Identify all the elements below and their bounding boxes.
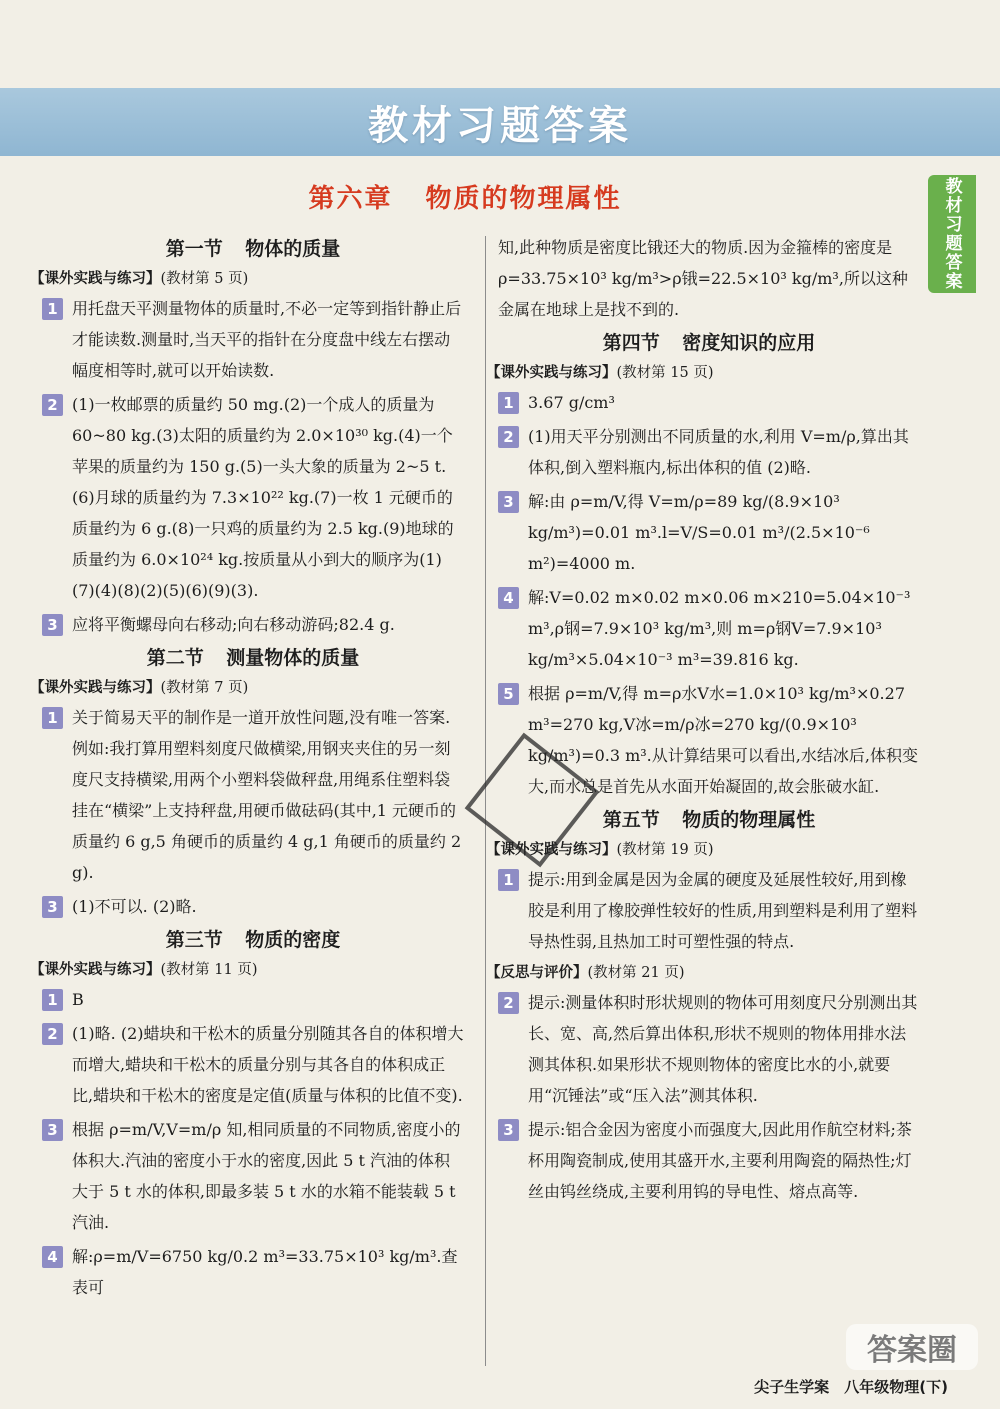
answer-text: 提示:用到金属是因为金属的硬度及延展性较好,用到橡胶是利用了橡胶弹性较好的性质,用到塑料是利用了塑料导热性弱,且热加工时可塑性强的特点. — [528, 870, 918, 951]
answer-item — [498, 1114, 920, 1207]
exercise-tag-title: 【课外实践与练习】 — [486, 842, 617, 858]
question-number-badge: 1 — [42, 707, 63, 729]
answer-item — [42, 984, 464, 1015]
question-number-badge: 4 — [498, 587, 519, 609]
answer-item — [498, 864, 920, 957]
question-number-badge: 2 — [42, 394, 63, 416]
exercise-tag — [30, 266, 464, 292]
watermark-text: 答案圈 — [867, 1333, 957, 1368]
textbook-page-ref: (教材第 11 页) — [160, 962, 258, 978]
answer-text: 根据 ρ=m/V,得 m=ρ水V水=1.0×10³ kg/m³×0.27 m³=270 kg,V冰=m/ρ冰=270 kg/(0.9×10³ kg/m³)=0.3 m³.从计算结果可以看出,水结冰后,体积变大,而水总是首先从水面开始凝固的,故会胀破水缸. — [528, 684, 918, 796]
exercise-tag — [30, 675, 464, 701]
question-number-badge: 1 — [498, 869, 519, 891]
answer-item — [42, 702, 464, 888]
question-number-badge: 3 — [498, 491, 519, 513]
question-number-badge: 3 — [498, 1119, 519, 1141]
question-number-badge: 2 — [498, 992, 519, 1014]
left-column — [30, 232, 464, 1306]
answer-text: 根据 ρ=m/V,V=m/ρ 知,相同质量的不同物质,密度小的体积大.汽油的密度小于水的密度,因此 5 t 汽油的体积大于 5 t 水的体积,即最多装 5 t 水的水箱不能装载 5 t 汽油. — [72, 1120, 461, 1232]
answer-item — [42, 293, 464, 386]
answer-continuation: 知,此种物质是密度比锇还大的物质.因为金箍棒的密度是 ρ=33.75×10³ kg/m³>ρ锇=22.5×10³ kg/m³,所以这种金属在地球上是找不到的. — [498, 238, 908, 319]
textbook-page-ref: (教材第 5 页) — [160, 271, 249, 287]
answer-item — [42, 1114, 464, 1238]
question-number-badge: 2 — [498, 426, 519, 448]
textbook-page-ref: (教材第 21 页) — [587, 965, 685, 981]
answer-text: 应将平衡螺母向右移动;向右移动游码;82.4 g. — [72, 615, 395, 634]
answer-item — [498, 421, 920, 483]
watermark-logo — [846, 1324, 978, 1370]
exercise-tag-title: 【课外实践与练习】 — [30, 962, 161, 978]
answer-item — [498, 486, 920, 579]
textbook-page-ref: (教材第 19 页) — [616, 842, 714, 858]
answer-item — [42, 609, 464, 640]
question-number-badge: 5 — [498, 683, 519, 705]
question-number-badge: 1 — [42, 298, 63, 320]
answer-item — [498, 582, 920, 675]
question-number-badge: 1 — [42, 989, 63, 1011]
answer-item — [498, 387, 920, 418]
banner-title: 教材习题答案 — [368, 102, 632, 149]
answer-text: 关于简易天平的制作是一道开放性问题,没有唯一答案.例如:我打算用塑料刻度尺做横梁,用钢夹夹住的另一刻度尺支持横梁,用两个小塑料袋做秤盘,用绳系住塑料袋挂在“横梁”上支持秤盘,用硬币做砝码(其中,1 元硬币的质量约 6 g,5 角硬币的质量约 4 g,1 角硬币的质量约 2 g). — [72, 708, 462, 882]
answer-text: 解:ρ=m/V=6750 kg/0.2 m³=33.75×10³ kg/m³.查表可 — [72, 1247, 458, 1297]
answer-text: (1)一枚邮票的质量约 50 mg.(2)一个成人的质量为 60~80 kg.(3)太阳的质量约为 2.0×10³⁰ kg.(4)一个苹果的质量约为 150 g.(5)一头大象的质量为 2~5 t.(6)月球的质量约为 7.3×10²² kg.(7)一枚 1 元硬币的质量约为 6 g.(8)一只鸡的质量约为 2.5 kg.(9)地球的质量约为 6.0×10²⁴ kg.按质量从小到大的顺序为(1)(7)(4)(8)(2)(5)(6)(9)(3). — [72, 395, 454, 600]
question-number-badge: 3 — [42, 614, 63, 636]
right-column — [486, 232, 920, 1210]
answer-text: 3.67 g/cm³ — [528, 393, 615, 412]
exercise-tag — [30, 957, 464, 983]
answer-text: 解:V=0.02 m×0.02 m×0.06 m×210=5.04×10⁻³ m³,ρ钢=7.9×10³ kg/m³,则 m=ρ钢V=7.9×10³ kg/m³×5.04×10⁻³ m³=39.816 kg. — [528, 588, 911, 669]
chapter-title: 第六章 物质的物理属性 — [308, 184, 622, 214]
answer-text: 解:由 ρ=m/V,得 V=m/ρ=89 kg/(8.9×10³ kg/m³)=0.01 m³.l=V/S=0.01 m³/(2.5×10⁻⁶ m²)=4000 m. — [528, 492, 870, 573]
exercise-tag — [486, 360, 920, 386]
exercise-tag-title: 【课外实践与练习】 — [30, 271, 161, 287]
page-banner — [0, 88, 1000, 156]
answer-text: (1)略. (2)蜡块和干松木的质量分别随其各自的体积增大而增大,蜡块和干松木的质量分别与其各自的体积成正比,蜡块和干松木的密度是定值(质量与体积的比值不变). — [72, 1024, 464, 1105]
answer-item — [498, 987, 920, 1111]
answer-text: 提示:铝合金因为密度小而强度大,因此用作航空材料;茶杯用陶瓷制成,使用其盛开水,主要利用陶瓷的隔热性;灯丝由钨丝绕成,主要利用钨的导电性、熔点高等. — [528, 1120, 912, 1201]
section-heading: 第一节 物体的质量 — [165, 238, 341, 260]
answer-item — [42, 891, 464, 922]
question-number-badge: 1 — [498, 392, 519, 414]
answer-item — [42, 389, 464, 606]
exercise-tag — [486, 960, 920, 986]
answer-text: 提示:测量体积时形状规则的物体可用刻度尺分别测出其长、宽、高,然后算出体积,形状不规则的物体用排水法测其体积.如果形状不规则物体的密度比水的小,就要用“沉锤法”或“压入法”测其体积. — [528, 993, 918, 1105]
side-tab — [928, 175, 976, 293]
answer-text: B — [72, 990, 84, 1009]
section-heading: 第五节 物质的物理属性 — [602, 809, 816, 831]
page-footer: 尖子生学案 八年级物理(下) — [754, 1378, 948, 1396]
section-heading: 第三节 物质的密度 — [165, 929, 341, 951]
question-number-badge: 3 — [42, 896, 63, 918]
question-number-badge: 2 — [42, 1023, 63, 1045]
section-heading: 第四节 密度知识的应用 — [602, 332, 816, 354]
question-number-badge: 4 — [42, 1246, 63, 1268]
textbook-page-ref: (教材第 7 页) — [160, 680, 249, 696]
answer-text: 用托盘天平测量物体的质量时,不必一定等到指针静止后才能读数.测量时,当天平的指针在分度盘中线左右摆动幅度相等时,就可以开始读数. — [72, 299, 462, 380]
answer-text: (1)不可以. (2)略. — [72, 897, 197, 916]
section-heading: 第二节 测量物体的质量 — [146, 647, 360, 669]
textbook-page-ref: (教材第 15 页) — [616, 365, 714, 381]
answer-text: (1)用天平分别测出不同质量的水,利用 V=m/ρ,算出其体积,倒入塑料瓶内,标出体积的值 (2)略. — [528, 427, 909, 477]
question-number-badge: 3 — [42, 1119, 63, 1141]
exercise-tag-title: 【课外实践与练习】 — [30, 680, 161, 696]
answer-item — [42, 1241, 464, 1303]
answer-item — [42, 1018, 464, 1111]
side-tab-label: 教材习题答案 — [941, 177, 962, 291]
exercise-tag-title: 【反思与评价】 — [486, 965, 588, 981]
exercise-tag-title: 【课外实践与练习】 — [486, 365, 617, 381]
